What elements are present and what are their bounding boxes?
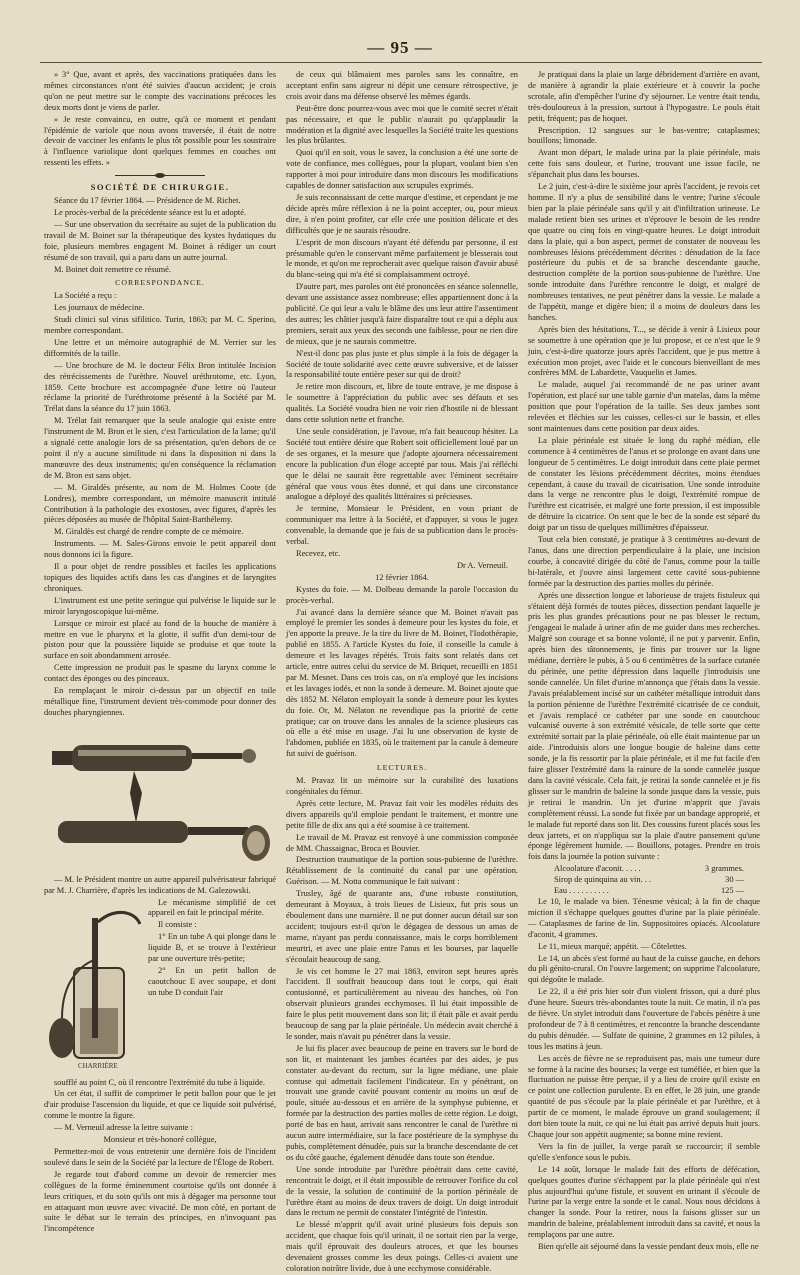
paragraph: Le mécanisme simplifié de cet appareil en fait le principal mérite. [148,897,276,918]
paragraph: Une lettre et un mémoire autographié de M. Verrier sur les difformités de la taille. [44,337,276,358]
subsection-title: CORRESPONDANCE. [115,278,205,288]
paragraph: Le blessé m'apprit qu'il avait uriné plusieurs fois depuis son accident, que chaque fois qu'il urinait, il ne sortait rien par la verge, mais qu'il éprouvait des douleurs atroces, et que les bourses devenaient grosses comme les deux poings. Celles-ci avaient une coloration noirâtre livide, due à une ecchymose considérable. [286,1220,518,1273]
session-line: Séance du 17 février 1864. — Présidence de M. Richet. [54,196,241,206]
paragraph: Instruments. — M. Sales-Girons envoie le petit appareil dont nous donnons ici la figure. [44,539,276,560]
paragraph: Je lui fis placer avec beaucoup de peine en travers sur le bord de son lit, et maintenant les jambes écartées par des aides, je pus constater au-devant du rectum, sur la ligne médiane, une plaie contuse qui admettait facilement l'indicateur. En y pénétrant, on trouvait une grande cavité pouvant contenir au moins un œuf de poule, située au-dessous et en arrière de la symphyse pubienne, et formée par la destruction des parties molles de cette région. Le doigt, porté de bas en haut, arrivait sans rencontrer le canal de l'urèthre ni aucun autre intermédiaire, sur la face postérieure de la symphyse du pubis, complètement dénudée, puis sur la branche descendante de cet os du côté gauche, également dénudée dans toute son étendue. [286,1043,518,1162]
paragraph: L'esprit de mon discours n'ayant été défendu par personne, il est présumable qu'en le conservant même parfaitement je blesserais tout le monde, et qu'on me reprocherait avec quelque raison d'avoir abusé du blanc-seing qui m'a été si complaisamment octroyé. [286,237,518,280]
paragraph: L'instrument est une petite seringue qui pulvérise le liquide sur le miroir laryngoscopique lui-même. [44,595,276,616]
paragraph: » Je reste convaincu, en outre, qu'à ce moment et pendant l'épidémie de variole que nous avons traversée, il était de notre devoir de vacciner les enfants le plus tôt possible pour les soustraire à l'influence variolique dont quelques femmes en couches ont ressenti les effets. » [44,114,276,168]
paragraph: J'ai avancé dans la dernière séance que M. Boinet n'avait pas employé le premier les sondes à demeure pour les kystes du foie, et j'en apporte la preuve. Je la tire du livre de M. Boinet, l'Iodothérapie, publié en 1855. A l'article Kystes du foie, il conseille la canule à demeure et les lavages répétés. Trois faits sont relatés dans cet article, entre autres celui du service de M. Briquet, recueilli en 1851 par M. Mesnet. Dans ces trois cas, on n'a employé que les incisions et les lavages iodés, et non la sonde à demeure. M. Boinet ajoute que dès 1852 M. Nélaton employait la sonde à demeure pour les kystes du foie. Or, M. Nélaton ne revendique pas la priorité de cette pratique; car on trouve dans les annales de la science plusieurs cas où elle a été mise en usage. J'ai lu une observation de kyste de l'abdomen, publiée en 1835, où le traitement par la canule à demeure fut suivi de guérison. [286,607,518,759]
letter-signature: Dr A. Verneuil. [456,560,508,570]
syringe-handle [52,751,74,765]
paragraph: Je vis cet homme le 27 mai 1863, environ sept heures après l'accident. Il souffrait beaucoup dans tout le corps, qui était contusionné, et particulièrement au niveau des hanches, où l'on observait plusieurs grandes ecchymoses. Il lui était impossible de faire le plus petit mouvement dans son lit; il était pâle et avait perdu beaucoup de sang par la plaie périnéale. Un médecin avait cherché à le sonder, mais n'avait pu pénétrer dans la vessie. [286,966,518,1041]
paragraph: 1° En un tube A qui plonge dans le liquide B, et se trouve à l'extérieur par une ouverture très-petite; [148,932,276,964]
section-title: SOCIÉTÉ DE CHIRURGIE. [90,182,230,193]
quantity: 3 grammes. [704,864,744,874]
rubber-bulb [49,1018,75,1058]
atomizer-illustration [44,898,144,1078]
letter-salutation: Monsieur et très-honoré collègue, [103,1135,217,1145]
column-2 [286,70,518,1273]
paragraph: Je pratiquai dans la plaie un large débridement d'arrière en avant, de manière à agrandir la plaie extérieure et à couvrir la poche scrotale, afin d'empêcher l'urine d'y séjourner. Le ventre était tendu, très-douloureux à la pression, surtout à l'hypogastre. Le pouls était petit, fréquent; pas de hoquet. [528,70,760,123]
figure-label: CHARRIÈRE [78,1061,118,1070]
paragraph: Il a pour objet de rendre possibles et faciles les applications topiques des liquides actifs dans les cas d'angines et de laryngites chroniques. [44,562,276,593]
paragraph: Cette impression ne produit pas le spasme du larynx comme le contact des éponges ou des pinceaux. [44,663,276,684]
paragraph: » 3° Que, avant et après, des vaccinations pratiquées dans les mêmes circonstances n'ont été suivies d'aucun accident; je crois qu'on ne peut mettre sur le compte des vaccinations précoces les deux morts dont je viens de parler. [44,70,276,112]
paragraph: En remplaçant le miroir ci-dessus par un objectif en toile métallique fine, l'instrument devient très-commode pour donner des douches pharyngiennes. [44,686,276,717]
syringe-nozzle [192,753,242,759]
syringe-illustration [44,723,276,873]
paragraph: Le 2 juin, c'est-à-dire le sixième jour après l'accident, je revois cet homme. Il n'y a plus de sensibilité dans le ventre; l'urine s'écoule bien par la plaie périnéale sans qu'il y ait d'infiltration urineuse. Le malade retient bien ses urines et n'éprouve le besoin de les rendre que quatre ou cinq fois en vingt-quatre heures. Le doigt introduit dans la plaie, qui a bon aspect, permet de constater de nouveau les nombreuses lésions précédemment décrites : dénudation de la face postérieure du pubis et de sa branche descendante gauche, destruction complète de la portion sous-pubienne de l'urèthre. Une sonde introduite dans l'urèthre rencontre le doigt, et malgré de nombreuses tentatives, ne peut pénétrer dans la vessie. Le malade a de l'appétit, mange et digère bien; il a moins de douleurs dans les hanches. [528,182,760,322]
paragraph: Un cet état, il suffit de comprimer le petit ballon pour que le jet d'air produise l'ascension du liquide, et que ce liquide soit pulvérisé, comme le montre la figure. [44,1089,276,1121]
paragraph: Je suis reconnaissant de cette marque d'estime, et cependant je me décide après mûre réflexion à ne la point accepter, ou, pour mieux dire, à n'en point profiter, car elle crée une position délicate et des difficultés que je ne saurais résoudre. [286,192,518,235]
paragraph: Le malade, auquel j'ai recommandé de ne pas uriner avant l'opération, est placé sur une table garnie d'un matelas, dans la même position que pour l'opération de la taille. Ses deux jambes sont relevées et fléchies sur les cuisses, celles-ci sur le bassin, et elles sont maintenues dans cette position par deux aides. [528,380,760,433]
figure-caption: — M. le Président montre un autre appareil pulvérisateur fabriqué par M. J. Charrière, d'après les indications de M. Galezowski. [44,874,276,895]
paragraph: 2° En un petit ballon de caoutchouc E avec soupape, et dont un tube D conduit l'air [148,966,276,997]
quantity: 30 — [725,875,744,885]
paragraph: M. Giraldès est chargé de rendre compte de ce mémoire. [54,527,244,537]
paragraph: Kystes du foie. — M. Dolbeau demande la parole l'occasion du procès-verbal. [286,584,518,605]
paragraph: D'autre part, mes paroles ont été prononcées en séance solennelle, devant une assistance assez nombreuse; elles appartiennent donc à la publicité. Ce qui leur a valu le blâme des uns leur attire l'assentiment des autres; les châtier jusqu'à faire disparaître tout ce qui a déplu aux premiers, serait aux yeux des seconds une faiblesse, pour ne rien dire de mieux, que je ne saurais commettre. [286,282,518,346]
column-1 [44,70,276,1234]
syringe-grip [130,771,142,823]
ingredient: Eau . . . . . . . . . . [554,886,609,896]
quantity: 125 — [720,886,744,896]
paragraph: Peut-être donc pourrez-vous avec moi que le comité secret n'était pas nécessaire, et que le public n'aurait pu qu'applaudir la modération et la dignité avec lesquelles la Société traite les questions les plus brûlantes. [286,103,518,146]
paragraph: Prescription. 12 sangsues sur le bas-ventre; cataplasmes; bouillons; limonade. [528,125,760,146]
section-separator [115,173,205,178]
paragraph: Lorsque ce miroir est placé au fond de la bouche de manière à mettre en vue le pharynx et la glotte, il suffit d'un demi-tour de piston pour que la poussière liquide se produise et que toute la surface en soit abondamment arrosée. [44,618,276,661]
ingredient: Sirop de quinquina au vin. . . [554,875,651,885]
paragraph: N'est-il donc pas plus juste et plus simple à la fois de dégager la Société de toute solidarité avec cette œuvre subversive, et de laisser la responsabilité toute entière peser sur qui de droit? [286,348,518,380]
paragraph: Je termine, Monsieur le Président, en vous priant de communiquer ma lettre à la Société, et d'appuyer, si vous le jugez convenable, la demande que je fais de sa publication dans le procès-verbal. [286,504,518,547]
letter-closing: Recevez, etc. [296,548,341,558]
atomizer-block [44,898,276,1078]
atomizer-text [148,898,276,1078]
paragraph: — Une brochure de M. le docteur Félix Bron intitulée Incision des rétrécissements de l'urèthre. Nouvel uréthrotome, etc. Lyon, 1859. Cette brochure est accompagnée d'une lettre où l'auteur réclame la priorité de l'uréthrotome présenté à la Société par M. Trélat dans la séance du 17 juin 1863. [44,360,276,414]
subsection-title: LECTURES. [376,763,428,773]
paragraph: Le 14 août, lorsque le malade fait des efforts de défécation, quelques gouttes d'urine s'échappent par la plaie périnéale qui n'est plus aujourd'hui qu'une fistule, et souvent en urinant il s'écoule de l'urine par la verge entre la sonde et le canal. Nous nous décidons à changer la sonde. Pour la retirer, nous la faisons glisser sur un mandrin de baleine, préalablement introduit dans sa cavité, et nous la remplaçons par une autre. [528,1164,760,1240]
paragraph: Les accès de fièvre ne se reproduisent pas, mais une tumeur dure se forme à la racine des bourses; la verge est tuméfiée, et bien que la fluctuation ne puisse être perçue, il y a lieu de croire qu'il existe en ce point une collection purulente. Et en effet, le 28 juin, une grande quantité de pus s'écoule par la plaie périnéale et par l'urèthre, et à partir de ce moment, le malade éprouve un grand soulagement; il dort bien toute la nuit, ce qui ne lui était pas arrivé depuis huit jours. Chaque jour son appétit augmente; sa bonne mine revient. [528,1053,760,1139]
paragraph: Le 11, mieux marqué; appétit. — Côtelettes. [538,941,687,951]
paragraph: Le procès-verbal de la précédente séance est lu et adopté. [54,207,247,217]
paragraph: — M. Giraldès présente, au nom de M. Holmes Coote (de Londres), membre correspondant, un mémoire manuscrit intitulé Contribution à la pathologie des exostoses, avec figures, d'après les pièces déposées au musée de l'hôpital Saint-Barthélemy. [44,482,276,525]
paragraph: Avant mon départ, le malade urina par la plaie périnéale, mais cette fois sans douleur, et l'urine, trouvant une issue facile, ne s'épanchait plus dans les bourses. [528,148,760,180]
paragraph: M. Pravaz lit un mémoire sur la curabilité des luxations congénitales du fémur. [286,776,518,796]
paragraph: Tout cela bien constaté, je pratique à 3 centimètres au-devant de l'anus, dans une direction perpendiculaire à la plaie, une incision courbe, à concavité dirigée du côté de l'anus, comme pour la taille bi-latérale, et j'ouvre ainsi largement cette cavité sous-pubienne formée par la destruction des parties molles du périnée. [528,535,760,588]
paragraph: La plaie périnéale est située le long du raphé médian, elle commence à 4 centimètres de l'anus et se prolonge en avant dans une longueur de 5 centimètres. Le doigt introduit dans cette plaie permet de constater les lésions précédemment décrites, moins étendues cependant, à cause du travail de cicatrisation. Une sonde introduite dans la verge ne rencontre plus le doigt, l'extrémité rompue de l'urèthre est cicatrisée, et malgré une forte pression, il est impossible de détruire la cicatrice. On sent que le bec de la sonde est séparé du doigt par un tissu de quelques millimètres d'épaisseur. [528,435,760,533]
paragraph: — Sur une observation du secrétaire au sujet de la publication du travail de M. Boinet sur la thérapeutique des kystes hydatiques du foie, plusieurs membres engagent M. Boinet à rédiger un court résumé de son travail, qui a paru dans un autre journal. [44,219,276,262]
page-number: — 95 — [367,38,433,57]
paragraph: M. Trélat fait remarquer que la seule analogie qui existe entre l'instrument de M. Bron et le sien, c'est l'articulation de la lame; qu'il a signalé cette analogie lors de sa présentation, qu'en dehors de ce point il n'y a aucune similitude ni dans la disposition ni dans la manœuvre des deux instruments; qu'en conséquence la réclamation de M. Bron est sans objet. [44,416,276,480]
prescription-table [528,864,760,897]
paragraph: de ceux qui blâmaient mes paroles sans les connaître, en acceptant enfin sans aigreur ni dépit une censure rétrospective, je crois avoir dans ma défense observé les mêmes égards. [286,70,518,101]
paragraph: — M. Verneuil adresse la lettre suivante : [54,1123,193,1133]
prescription-row [528,864,760,875]
laryngeal-syringe-figure [44,723,276,873]
paragraph: Vers la fin de juillet, la verge paraît se raccourcir; il semble qu'elle s'enfonce sous le pubis. [528,1141,760,1162]
paragraph: M. Boinet doit remettre ce résumé. [54,264,171,274]
paragraph: Trusley, âgé de quarante ans, d'une robuste constitution, demeurant à Moyaux, à trois lieues de Lisieux, fut pris sous un éboulement dans une marnière. Il ne put donner aucun détail sur son accident; toujours est-il qu'on le dégagea de dessous un amas de marne, n'ayant pas perdu connaissance, mais le corps horriblement meurtri, et avec une plaie entre l'anus et les bourses, par laquelle s'écoulait beaucoup de sang. [286,889,518,964]
paragraph: Le travail de M. Pravaz est renvoyé à une commission composée de MM. Chassaignac, Broca et Bouvier. [286,832,518,853]
paragraph: Le 14, un abcès s'est formé au haut de la cuisse gauche, en dehors du pli génito-crural. On l'ouvre largement; on supprime l'alcoolature, qui dégoûte le malade. [528,953,760,985]
paragraph: Je retire mon discours, et, libre de toute entrave, je me dispose à le soumettre à l'appréciation du public avec ses défauts et ses qualités. La Société voudra bien ne voir rien d'hostile ni de blessant dans cette solution nette et franche. [286,382,518,425]
paragraph: Destruction traumatique de la portion sous-pubienne de l'urèthre. Rétablissement de la continuité du canal par une opération. Guérison. — M. Notta communique le fait suivant : [286,855,518,887]
column-3 [528,70,760,1252]
syringe-barrel [72,745,192,771]
paragraph: Il consiste : [158,920,197,930]
paragraph: La Société a reçu : [54,291,117,301]
header-rule [40,62,762,63]
paragraph: Quoi qu'il en soit, vous le savez, la conclusion a été une sorte de vote de confiance, mes collègues, pour la plupart, voulant bien s'en rapporter à moi pour introduire dans mon discours les modifications capables de donner satisfaction aux scrupules exprimés. [286,148,518,191]
paragraph: Le 10, le malade va bien. Ténesme vésical; à la fin de chaque miction il s'échappe quelques gouttes d'urine par la plaie périnéale. — Cataplasmes de farine de lin. Suppositoires opiacés. Alcoolature d'aconit, 4 grammes. [528,896,760,939]
paragraph: Les journaux de médecine. [54,303,145,313]
prescription-row [528,875,760,886]
paragraph: soufflé au point C, où il rencontre l'extrémité du tube à liquide. [54,1077,265,1087]
paragraph: Après bien des hésitations, T..., se décide à venir à Lisieux pour se soumettre à une opération que je lui propose, et ce n'est que le 9 juin, c'est-à-dire quatorze jours après l'accident, que je pus mettre à exécution mon projet, avec l'aide et le concours bienveillant de mes confrères MM. de Labardette, Vauquelin et James. [528,324,760,378]
paragraph: Une sonde introduite par l'urèthre pénétrait dans cette cavité, rencontrait le doigt, et il était impossible de retrouver l'orifice du col de la vessie, la solution de continuité de la portion périnéale de l'urèthre étant au moins de deux travers de doigt. Un doigt introduit dans le rectum ne permit de constater l'intégrité de l'intestin. [286,1164,518,1218]
prescription-row [528,886,760,897]
columns [44,70,760,1273]
letter-date: 12 février 1864. [375,572,429,582]
paragraph: Studi clinici sul virus sifilitico. Turin, 1863; par M. C. Sperino, membre correspondant. [44,315,276,336]
paragraph: Je regarde tout d'abord comme un devoir de remercier mes collègues de la forme éminemment courtoise qu'ils ont donnée à leurs critiques, et du soin qu'ils ont mis à dégager ma personne tout en attaquant mon œuvre avec vivacité. De mon côté, en portant de suite le débat sur le terrain des principes, en n'invoquant pas l'incompétence [44,1169,276,1234]
paragraph: Une seule considération, je l'avoue, m'a fait beaucoup hésiter. La Société tout entière désire que Robert soit officiellement loué par un de ses organes, et la mesure que j'adopte ajournera nécessairement encore la publication d'un éloge accepté par tous. Mais j'ai réfléchi que le délai ne saurait être regrettable avec l'éminent secrétaire général que vous vous êtes donné, et qui dans une circonstance analogue a déployé des qualités littéraires si précieuses. [286,427,518,502]
paragraph: Après cette lecture, M. Pravaz fait voir les modèles réduits des divers appareils qu'il emploie pendant le traitement, et montre une petite fille de dix ans qui a été soumise à ce traitement. [286,798,518,830]
paragraph: Après une dissection longue et laborieuse de trajets fistuleux qui s'étaient déjà formés de toutes pièces, dissection pendant laquelle je pris les plus grandes précautions pour ne pas blesser le rectum, j'engageai le malade à uriner afin de me guider dans mes recherches. Malgré son courage et sa bonne volonté, il ne put y parvenir. Enfin, après bien des tâtonnements, je finis par trouver sur la ligne médiane, derrière le pubis, à 5 ou 6 centimètres de la surface cutanée du périnée, une petite dépression dans laquelle j'introduisis une sonde cannelée. Un filet d'urine m'annonça que j'étais dans la vessie. J'avais préalablement incisé sur un cathéter métallique introduit dans la portion pénienne de l'urèthre l'extrémité cicatrisée de ce conduit, et j'avais remplacé ce cathéter par une sonde en caoutchouc vulcanisé ouverte à son extrémité vésicale, de telle sorte que cette extrémité sortait par la plaie périnéale, où elle était maintenue par un aide. J'introduisis alors une longue bougie de baleine dans cette sonde, je la fis ressortir par la plaie périnéale, et il me fut facile d'en faire glisser l'extrémité dans la rainure de la sonde cannelée jusque dans la cavité vésicale. Cela fait, je retirai la sonde cannelée et je fis glisser sur le mandrin de baleine la sonde jusque dans la vessie, puis je retirai le mandrin. Un jet d'urine m'apprit que j'avais complètement réussi. La sonde fut fixée par un bandage approprié, et le malade fut reporté dans son lit. Des coussins furent placés sous les deux jarrets, et on n'appliqua sur la plaie d'autre pansement qu'une éponge légèrement humide. — Bouillons, potages. Prendre en trois fois dans la journée la potion suivante : [528,590,760,862]
paragraph: Le 22, il a été pris hier soir d'un violent frisson, qui a duré plus d'une heure. Sueurs très-abondantes toute la nuit. Ce matin, il n'a pas de fièvre. Un stylet introduit dans l'ouverture de l'abcès pénètre à une profondeur de 7 à 8 centimètres, et rencontre la branche descendante du pubis dénudée. — Sulfate de quinine, 2 grammes en 12 pilules, à tous les matins à jeun. [528,987,760,1051]
paragraph: Bien qu'elle ait séjourné dans la vessie pendant deux mois, elle ne [538,1242,759,1252]
liquid-tube [92,918,98,1038]
paragraph: Permettez-moi de vous entretenir une dernière fois de l'incident soulevé dans le sein de la Société par la lecture de l'Éloge de Robert. [44,1147,276,1167]
ingredient: Alcoolature d'aconit. . . . . [554,864,641,874]
